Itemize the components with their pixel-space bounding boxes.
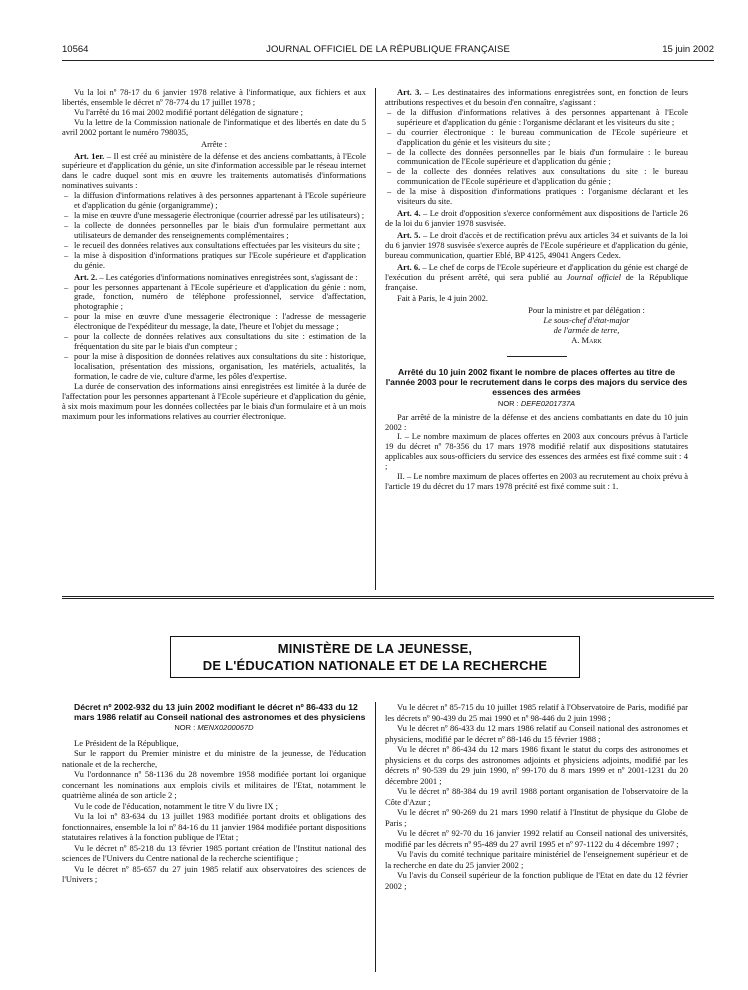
- decree-paragraph: Sur le rapport du Premier ministre et du ministre de la jeunesse, de l'éducation nationale et de la recherche,: [62, 748, 366, 769]
- visa: Vu la lettre de la Commission nationale de l'informatique et des libertés en date du 5 avril 2002 portant le numéro 798035,: [62, 116, 366, 137]
- ministry-heading: [170, 636, 580, 678]
- decree-paragraph: Vu le décret nº 90-269 du 21 mars 1990 relatif à l'Institut de physique du Globe de Paris ;: [385, 807, 688, 828]
- decree-paragraph: Vu le code de l'éducation, notamment le titre V du livre IX ;: [74, 800, 278, 811]
- decree-paragraph: Le Président de la République,: [74, 737, 179, 748]
- list-item: – la mise en œuvre d'une messagerie électronique (courrier adressé par les utilisateurs) ;: [74, 211, 366, 221]
- signature-line: de l'armée de terre,: [553, 325, 620, 336]
- article-1: Art. 1er. – Il est créé au ministère de la défense et des anciens combattants, à l'Ecole supérieure et d'application du génie, un site d'information accessible par le réseau internet dans le cadre duquel sont mis en œuvre les traitements automatisés d'informations nominatives suivants :: [62, 150, 366, 191]
- article-2: Art. 2. – Les catégories d'informations nominatives enregistrées sont, s'agissant de :: [74, 271, 358, 282]
- list-item: – pour les personnes appartenant à l'Ecole supérieure et d'application du génie : nom, grade, fonction, numéro de téléphone professionnel, service d'affectation, photographie ;: [74, 283, 366, 313]
- visa: Vu la loi nº 78-17 du 6 janvier 1978 relative à l'informatique, aux fichiers et aux libertés, ensemble le décret nº 78-774 du 17 juillet 1978 ;: [62, 87, 366, 107]
- list-item: – de la mise à disposition d'informations pratiques : l'organisme déclarant et les visiteurs du site.: [397, 187, 688, 207]
- decree-paragraph: Vu le décret nº 86-433 du 12 mars 1986 relatif au Conseil national des astronomes et physiciens, modifié par le décret nº 88-146 du 15 février 1988 ;: [385, 723, 688, 744]
- signature-line: Le sous-chef d'état-major: [543, 315, 630, 326]
- list-item: – de la diffusion d'informations relatives à des personnes appartenant à l'Ecole supérieure et d'application du génie : l'organisme déclarant et les visiteurs du site ;: [397, 108, 688, 128]
- list-item: – pour la mise à disposition de données relatives aux consultations du site : historique, localisation, présentation des missions, organisation, les matériels, actualités, la formation, le cadre de vie, culture d'arme, les pôles d'expertise.: [74, 352, 366, 382]
- ministry-line: DE L'ÉDUCATION NATIONALE ET DE LA RECHERCHE: [202, 658, 548, 673]
- list-item: – la mise à disposition d'informations pratiques sur l'Ecole supérieure et d'application du génie.: [74, 251, 366, 271]
- ministry-rule: [62, 596, 714, 599]
- ministry-line: MINISTÈRE DE LA JEUNESSE,: [277, 641, 473, 656]
- decree-paragraph: Vu le décret nº 85-657 du 27 juin 1985 relatif aux observatoires des sciences de l'Univers ;: [62, 863, 366, 885]
- list-item: – la collecte de données personnelles par le biais d'un formulaire permettant aux utilisateurs de demander des renseignements complémentaires ;: [74, 221, 366, 241]
- top-left-column: [62, 88, 366, 421]
- article-3: Art. 3. – Les destinataires des informations enregistrées sont, en fonction de leurs attributions respectives et du besoin d'en connaître, s'agissant :: [385, 87, 689, 107]
- article-1-list: [62, 191, 366, 270]
- decree-paragraph: Vu l'ordonnance nº 58-1136 du 28 novembre 1958 modifiée portant loi organique concernant les nominations aux emplois civils et militaires de l'Etat, notamment le quatrième alinéa de son article 2 ;: [62, 769, 366, 801]
- article-label: Art. 1er.: [74, 150, 105, 161]
- decree-paragraph: Vu le décret nº 88-384 du 19 avril 1988 portant organisation de l'observatoire de la Côte d'Azur ;: [385, 786, 688, 807]
- list-item: – de la collecte des données personnelles par le biais d'un formulaire : le bureau communication de l'Ecole supérieure et d'application du génie ;: [397, 148, 688, 168]
- decree-paragraph: Vu la loi nº 83-634 du 13 juillet 1983 modifiée portant droits et obligations des fonctionnaires, ensemble la loi nº 84-16 du 11 janvier 1984 modifiée portant dispositions statutaires relatives à la fonction publique de l'Etat ;: [62, 811, 366, 843]
- page-number: 10564: [62, 44, 89, 55]
- column-rule: [375, 88, 376, 590]
- bottom-right-column: [385, 702, 688, 891]
- article-2-conclusion: La durée de conservation des informations ainsi enregistrées est limitée à la durée de l'affectation pour les personnes appartenant à l'Ecole supérieure et d'application du génie, à six mois maximum pour les données collectées par le biais d'un formulaire et à un mois maximum pour les informations relatives au courrier électronique.: [62, 380, 366, 421]
- article-2-list: [62, 283, 366, 382]
- list-item: – de la collecte des données relatives aux consultations du site : le bureau communication de l'Ecole supérieure et d'application du génie ;: [397, 167, 688, 187]
- decree-paragraph: Vu l'avis du comité technique paritaire ministériel de l'enseignement supérieur et de la recherche en date du 25 janvier 2002 ;: [385, 849, 688, 870]
- visa: Vu l'arrêté du 16 mai 2002 modifié portant délégation de signature ;: [74, 106, 303, 117]
- arrete-paragraph: II. – Le nombre maximum de places offertes en 2003 au recrutement au choix prévu à l'article 19 du décret du 17 mars 1978 précité est fixé comme suit : 1.: [385, 471, 688, 492]
- journal-title: JOURNAL OFFICIEL DE LA RÉPUBLIQUE FRANÇAISE: [266, 44, 510, 55]
- arrete-heading: Arrête :: [200, 138, 227, 149]
- article-label: Art. 5.: [397, 229, 421, 240]
- signature-line: Pour la ministre et par délégation :: [528, 305, 645, 316]
- column-rule: [375, 702, 376, 972]
- signatory-name: A. Mark: [571, 335, 602, 346]
- list-item: – pour la mise en œuvre d'une messagerie électronique : l'adresse de messagerie électronique de l'expéditeur du message, la date, l'heure et l'objet du message ;: [74, 312, 366, 332]
- arrete-paragraph: I. – Le nombre maximum de places offertes en 2003 aux concours prévus à l'article 19 du décret nº 78-356 du 17 mars 1978 modifié relatif aux dispositions statutaires applicables aux sous-officiers du service des essences des armées est fixé comme suit : 4 ;: [385, 431, 688, 472]
- decree-paragraph: Vu le décret nº 85-218 du 13 février 1985 portant création de l'Institut national des sciences de l'Univers du Centre national de la recherche scientifique ;: [62, 842, 366, 864]
- top-right-column: [385, 88, 688, 492]
- list-item: – pour la collecte de données relatives aux consultations du site : estimation de la fréquentation du site par le biais d'un compteur ;: [74, 332, 366, 352]
- header-rule: [62, 60, 714, 61]
- article-label: Art. 4.: [397, 208, 421, 219]
- article-label: Art. 6.: [397, 261, 421, 272]
- bottom-left-column: [62, 702, 366, 885]
- article-3-list: [385, 108, 688, 207]
- nor-reference: NOR : MENX0200067D: [174, 723, 254, 733]
- decree-paragraph: Vu le décret nº 86-434 du 12 mars 1986 fixant le statut du corps des astronomes et physiciens et du corps des astronomes adjoints et physiciens adjoints, modifié par les décrets nº 90-539 du 29 juin 1990, nº 99-170 du 8 mars 1999 et nº 2001-1231 du 20 décembre 2001 ;: [385, 744, 688, 786]
- list-item: – le recueil des données relatives aux consultations effectuées par les visiteurs du site ;: [74, 241, 366, 251]
- done-at: Fait à Paris, le 4 juin 2002.: [397, 293, 488, 304]
- page-header: [62, 44, 714, 58]
- article-label: Art. 3.: [397, 87, 422, 97]
- decree-paragraph: Vu le décret nº 92-70 du 16 janvier 1992 relatif au Conseil national des universités, modifié par les décrets nº 95-489 du 27 avril 1995 et nº 97-1122 du 4 décembre 1997 ;: [385, 828, 688, 849]
- article-label: Art. 2.: [74, 271, 98, 282]
- signature-block: [485, 306, 688, 346]
- article-6: Art. 6. – Le chef de corps de l'Ecole supérieure et d'application du génie est chargé de l'exécution du présent arrêté, qui sera publié au Journal officiel de la République française.: [385, 261, 689, 292]
- arrete-title: Arrêté du 10 juin 2002 fixant le nombre de places offertes au titre de l'année 2003 pour le recrutement dans le corps des majors du service des essences des armées: [385, 367, 688, 398]
- arrete-intro: Par arrêté de la ministre de la défense et des anciens combattants en date du 10 juin 2002 :: [385, 411, 688, 432]
- list-item: – du courrier électronique : le bureau communication de l'Ecole supérieure et d'application du génie et les visiteurs du site ;: [397, 128, 688, 148]
- decree-paragraph: Vu l'avis du Conseil supérieur de la fonction publique de l'Etat en date du 12 février 2002 ;: [385, 870, 688, 891]
- nor-reference: NOR : DEFE0201737A: [497, 398, 576, 408]
- list-item: – la diffusion d'informations relatives à des personnes appartenant à l'Ecole supérieure et d'application du génie (organigramme) ;: [74, 191, 366, 211]
- decree-paragraph: Vu le décret nº 85-715 du 10 juillet 1985 relatif à l'Observatoire de Paris, modifié par les décrets nº 90-439 du 25 mai 1990 et nº 98-446 du 2 juin 1998 ;: [385, 702, 688, 723]
- article-4: Art. 4. – Le droit d'opposition s'exerce conformément aux dispositions de l'article 26 de la loi du 6 janvier 1978 susvisée.: [385, 208, 688, 228]
- section-divider: [507, 356, 567, 357]
- decree-title: Décret nº 2002-932 du 13 juin 2002 modifiant le décret nº 86-433 du 12 mars 1986 relatif au Conseil national des astronomes et des physiciens: [74, 702, 366, 723]
- article-5: Art. 5. – Le droit d'accès et de rectification prévu aux articles 34 et suivants de la loi du 6 janvier 1978 susvisée s'exerce auprès de l'Ecole supérieure et d'application du génie, bureau communication, quartier Eblé, BP 4125, 49041 Angers Cedex.: [385, 229, 689, 260]
- issue-date: 15 juin 2002: [662, 44, 714, 55]
